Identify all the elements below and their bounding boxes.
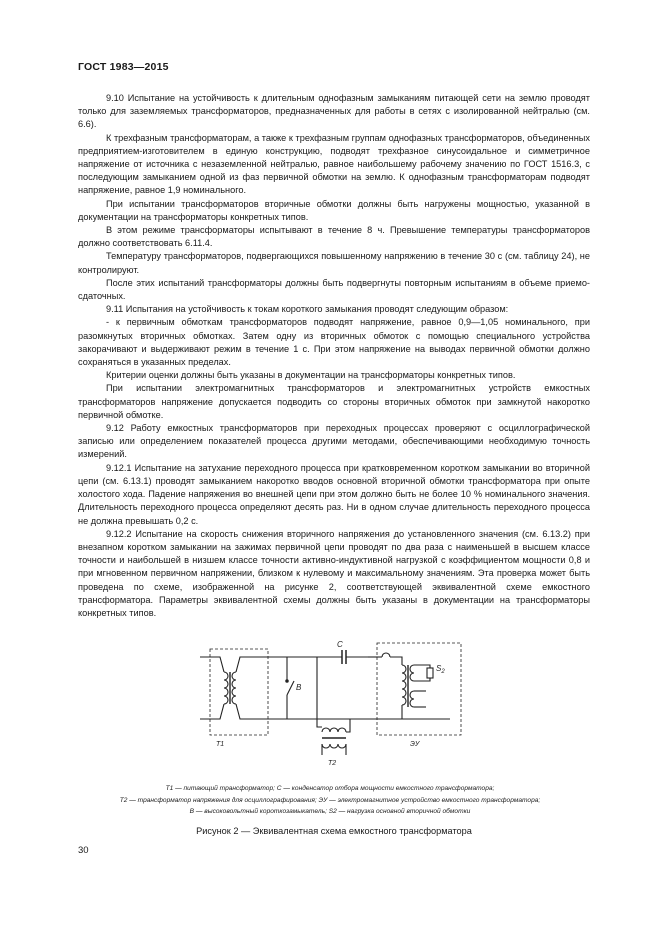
- paragraph: При испытании трансформаторов вторичные обмотки должны быть нагружены мощностью, указанной в документации на трансформаторы конкретных типов.: [78, 198, 590, 222]
- paragraph: 9.12.2 Испытание на скорость снижения вторичного напряжения до установленного значения (см. 6.13.2) при внезапном коротком замыкании на зажимах первичной цепи проводят по два раза с наименьшей в высшем классе точности и наибольшей в низшем классе точности активно-индуктивной нагрузкой с коэффициентом мощности 0,8 и при мгновенном первичном напряжении, близком к нулевому и максимальному значениям. Эта проверка может быть проведена по схеме, изображенной на рисунке 2, соответствующей эквивалентной схеме емкостного трансформатора. Параметры эквивалентной схемы должны быть указаны в документации на трансформаторы конкретных типов.: [78, 528, 590, 618]
- label-eu: ЭУ: [410, 741, 420, 748]
- eu-primary-coil: [402, 665, 406, 705]
- label-s2: $S_2$: [436, 664, 445, 675]
- label-t2: T2: [328, 760, 337, 767]
- paragraph: Критерии оценки должны быть указаны в документации на трансформаторы конкретных типов.: [106, 370, 516, 381]
- figure-caption: Рисунок 2 — Эквивалентная схема емкостного трансформатора: [196, 826, 472, 836]
- t1-primary-coil: [224, 672, 228, 704]
- paragraph: В этом режиме трансформаторы испытывают в течение 8 ч. Превышение температуры трансформаторов должно соответствовать 6.11.4.: [78, 225, 590, 249]
- body-text: [78, 92, 590, 620]
- legend-line: B — высоковольтный короткозамыкатель; S2 — нагрузка основной вторичной обмотки: [189, 808, 471, 815]
- t2-coil-bottom: [322, 744, 346, 748]
- label-t1: T1: [216, 741, 225, 748]
- paragraph: 9.12.1 Испытание на затухание переходного процесса при кратковременном коротком замыкании во вторичной цепи (см. 6.13.1) проводят замыканием накоротко вводов основной вторичной обмотки трансформатора при опыте холостого хода. Падение напряжения во внешней цепи при этом должно быть не более 10 % номинального значения. Длительность переходного процесса определяют десять раз. Ни в одном случае длительность переходного процесса не должна превышать 0,2 с.: [78, 462, 590, 526]
- reactor-coil: [382, 653, 390, 657]
- paragraph: - к первичным обмоткам трансформаторов подводят напряжение, равное 0,9—1,05 номинального, при разомкнутых вторичных обмотках. Затем одну из вторичных обмоток с помощью специального устройства закорачивают и выдерживают режим в течение 1 с. При этом напряжение на выводах первичной обмотки должно сохраняться в указанных пределах.: [78, 317, 590, 368]
- document-header: ГОСТ 1983—2015: [78, 61, 169, 73]
- page-number: 30: [78, 845, 89, 856]
- paragraph: При испытании электромагнитных трансформаторов и электромагнитных устройств емкостных трансформаторов напряжение допускается подводить со стороны вторичных обмоток при замкнутой накоротко первичной обмотке.: [78, 383, 590, 420]
- eu-secondary-coil-2: [410, 691, 414, 707]
- switch-blade: [287, 681, 294, 695]
- paragraph: 9.10 Испытание на устойчивость к длительным однофазным замыканиям питающей сети на землю проводят только для заземляемых трансформаторов, предназначенных для работы в сетях с изолированной нейтралью (см. 6.6).: [78, 93, 590, 130]
- paragraph: Температуру трансформаторов, подвергающихся повышенному напряжению в течение 30 с (см. таблицу 24), не контролируют.: [78, 251, 590, 275]
- paragraph: 9.11 Испытания на устойчивость к токам короткого замыкания проводят следующим образом:: [106, 304, 509, 315]
- paragraph: К трехфазным трансформаторам, а также к трехфазным группам однофазных трансформаторов, объединенных предприятием-изготовителем в единую конструкцию, подводят трехфазное синусоидальное и симметричное напряжение от источника с незаземленной нейтралью, равное наибольшему рабочему значению по ГОСТ 1516.3, с последующим замыканием одной из фаз первичной обмотки на землю. К однофазным трансформаторам подводят напряжение, равное 1,9 номинального.: [78, 132, 590, 196]
- t2-coil-top: [322, 728, 346, 732]
- legend-line: T1 — питающий трансформатор; C — конденсатор отбора мощности емкостного трансформатора;: [165, 785, 495, 792]
- legend-line: T2 — трансформатор напряжения для осциллографирования; ЭУ — электромагнитное устройство емкостного трансформатора;: [119, 796, 541, 804]
- paragraph: 9.12 Работу емкостных трансформаторов при переходных процессах проверяют с осциллографической записью или определением показателей процесса другими методами, обеспечивающими необходимую точность измерений.: [78, 423, 590, 460]
- label-b: B: [296, 683, 302, 692]
- circuit-diagram: [190, 637, 500, 769]
- eu-secondary-coil-1: [410, 665, 414, 681]
- paragraph: После этих испытаний трансформаторы должны быть подвергнуты повторным испытаниям в объеме приемо-сдаточных.: [78, 277, 590, 302]
- label-c: C: [337, 640, 343, 649]
- t1-secondary-coil: [232, 672, 236, 704]
- load-s2: [427, 668, 433, 678]
- figure-legend: [40, 783, 620, 818]
